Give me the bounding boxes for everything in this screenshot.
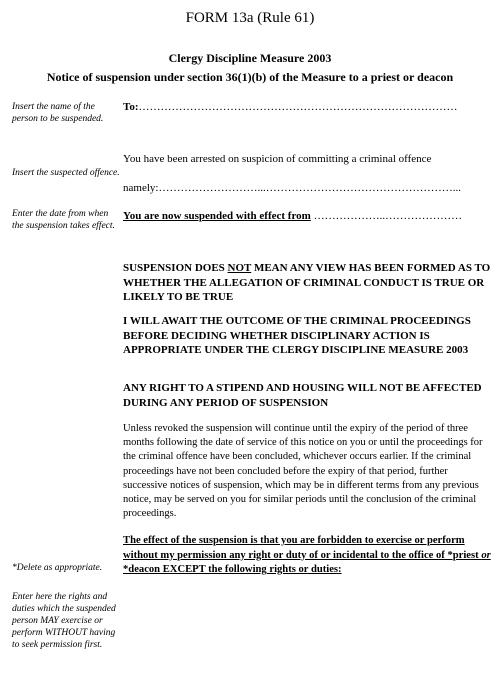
notice-stipend-housing: ANY RIGHT TO A STIPEND AND HOUSING WILL NOT BE AFFECTED DURING ANY PERIOD OF SUSPENSION (123, 382, 482, 409)
suspension-date-field[interactable]: ………………..………………… (313, 210, 463, 222)
namely-line (123, 181, 491, 195)
effect-paragraph (123, 534, 491, 578)
arrested-text: You have been arrested on suspicion of committing a criminal offence (123, 153, 432, 165)
notice-1-pre: SUSPENSION DOES (123, 262, 228, 274)
effect-colon: : (338, 564, 342, 576)
to-name-field[interactable]: …………………………………………………………………………… (138, 101, 458, 113)
form-title: FORM 13a (Rule 61) (185, 10, 315, 26)
notice-1-not: NOT (227, 262, 252, 274)
effect-pre: The effect of the suspension is that you are forbidden to exercise or perform without my permission any right or duty of or incidental to the office of *priest (123, 535, 482, 561)
namely-label: namely: (123, 182, 159, 194)
to-line (123, 100, 491, 114)
notice-1-post: MEAN ANY VIEW HAS BEEN FORMED AS TO WHETHER THE ALLEGATION OF CRIMINAL CONDUCT IS TRUE OR LIKELY TO BE TRUE (123, 262, 491, 303)
margin-note-name: Insert the name of the person to be suspended. (12, 102, 104, 124)
notice-title: Notice of suspension under section 36(1)(b) of the Measure to a priest or deacon (46, 70, 454, 84)
to-label: To: (123, 101, 139, 113)
notice-await-outcome: I WILL AWAIT THE OUTCOME OF THE CRIMINAL PROCEEDINGS BEFORE DECIDING WHETHER DISCIPLINARY ACTION IS APPROPRIATE UNDER THE CLERGY DISCIPLINE MEASURE 2003 (123, 315, 471, 356)
suspended-label: You are now suspended with effect from (123, 210, 311, 222)
offence-field[interactable]: ………………………...……………………………………………... (158, 182, 461, 194)
margin-note-delete: *Delete as appropriate. (12, 563, 103, 573)
margin-note-offence: Insert the suspected offence. (12, 168, 120, 178)
measure-title: Clergy Discipline Measure 2003 (168, 51, 332, 65)
revocation-paragraph: Unless revoked the suspension will continue until the expiry of the period of three months following the date of service of this notice on you or until the proceedings for the criminal offence have been concluded, whichever occurs earlier. If the criminal proceedings have not been concluded before the expiry of that period, further successive notices of suspension, which may be in different terms from any previous notice, may be served on you for similar periods until the conclusion of the criminal proceedings. (123, 423, 483, 520)
effect-or: or (481, 549, 491, 561)
effect-post: *deacon EXCEPT the following rights or duties (123, 564, 339, 576)
notice-not-view-formed (123, 261, 491, 305)
suspended-line (123, 209, 491, 223)
margin-note-date: Enter the date from when the suspension takes effect. (12, 209, 115, 231)
margin-note-rights: Enter here the rights and duties which the suspended person MAY exercise or perform WITHOUT having to seek permission first. (12, 592, 116, 650)
